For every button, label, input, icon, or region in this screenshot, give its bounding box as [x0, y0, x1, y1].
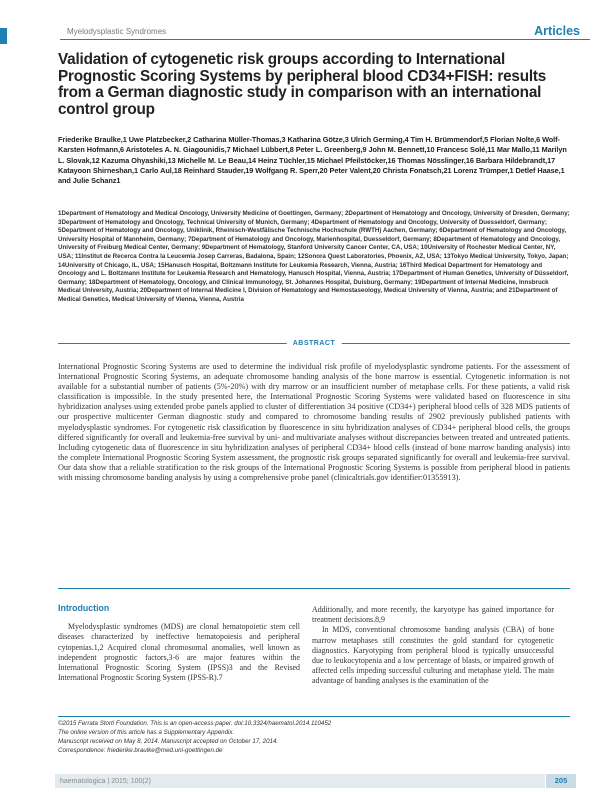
manuscript-dates: Manuscript received on May 8, 2014. Manuscript accepted on October 17, 2014.	[58, 738, 279, 745]
page-number: 205	[546, 774, 576, 788]
abstract-header	[58, 337, 570, 350]
abstract-rule-bottom	[58, 588, 570, 589]
copyright-note: ©2015 Ferrata Storti Foundation. This is an open-access paper. doi:10.3324/haematol.2014.110452	[58, 720, 332, 727]
supplementary-note: The online version of this article has a Supplementary Appendix.	[58, 729, 235, 736]
introduction-paragraph-1: Myelodysplastic syndromes (MDS) are clonal hematopoietic stem cell diseases characterized by ineffective hematopoiesis and peripheral cytopenias.1,2 Acquired clonal chromosomal anomalies, well known as independent prognostic factors,3-6 are major features within the International Prognostic Scoring System (IPSS)3 and the Revised International Prognostic Scoring System (IPSS-R).7	[58, 622, 300, 683]
header-rule	[60, 39, 590, 40]
abstract-label: ABSTRACT	[287, 337, 342, 350]
author-list: Friederike Braulke,1 Uwe Platzbecker,2 Catharina Müller-Thomas,3 Katharina Götze,3 Ulrich Germing,4 Tim H. Brümmendorf,5 Florian Nolte,6 Wolf-Karsten Hofmann,6 Aristoteles A. N. Giagounidis,7 Michael Lübbert,8 Peter L. Greenberg,9 John M. Bennett,10 Francesc Solé,11 Mar Mallo,11 Marilyn L. Slovak,12 Kazuma Ohyashiki,13 Michelle M. Le Beau,14 Heinz Tüchler,15 Michael Pfeilstöcker,16 Thomas Nösslinger,16 Barbara Hildebrandt,17 Katayoon Shirneshan,1 Carlo Aul,18 Reinhard Stauder,19 Wolfgang R. Sperr,20 Peter Valent,20 Christa Fonatsch,21 Lorenz Trümper,1 Detlef Haase,1 and Julie Schanz1	[58, 135, 567, 186]
journal-section: Myelodysplastic Syndromes	[67, 27, 167, 36]
correspondence: Correspondence: friederike.braulke@med.uni-goettingen.de	[58, 747, 223, 754]
introduction-heading: Introduction	[58, 603, 110, 613]
article-title: Validation of cytogenetic risk groups according to International Prognostic Scoring Systems by peripheral blood CD34+FISH: results from a German diagnostic study in comparison with an international control group	[58, 51, 547, 118]
affiliations: 1Department of Hematology and Medical Oncology, University Medicine of Goettingen, Germany; 2Department of Hematology and Oncology, University of Dresden, Germany; 3Department of Hematology and Oncology, Technical University of Munich, Germany; 4Department of Hematology and Oncology, University of Duesseldorf, Germany; 5Department of Hematology and Oncology, Uniklinik, Rheinisch-Westfälische Technische Hochschule (RWTH) Aachen, Germany; 6Department of Hematology and Oncology, University Hospital of Mannheim, Germany; 7Department of Hematology and Oncology, Marienhospital, Duesseldorf, Germany; 8Department of Hematology and Oncology, University of Freiburg Medical Center, Germany; 9Department of Hematology, Stanford University Cancer Center, CA, USA; 10University of Rochester Medical Center, NY, USA; 11Institut de Recerca Contra la Leucemia Josep Carreras, Badalona, Spain; 12Sonora Quest Laboratories, Phoenix, AZ, USA; 13Tokyo Medical University, Tokyo, Japan; 14University of Chicago, IL, USA; 15Hanusch Hospital, Boltzmann Institute for Leukemia Research, Vienna, Austria; 16Third Medical Department for Hematology and Oncology and L. Boltzmann Institute for Leukemia Research and Hematology, Hanusch Hospital, Vienna, Austria; 17Department of Human Genetics, University of Düsseldorf, Germany; 18Department of Hematology, Oncology, and Clinical Immunology, St. Johannes Hospital, Duisburg, Germany; 19Department of Internal Medicine, Innsbruck Medical University, Austria; 20Department of Internal Medicine I, Division of Hematology and Hemostaseology, Medical University of Vienna, Austria; and 21Department of Medical Genetics, Medical University of Vienna, Vienna, Austria	[58, 210, 570, 303]
introduction-paragraph-2: In MDS, conventional chromosome banding analysis (CBA) of bone marrow metaphases still constitutes the gold standard for cytogenetic diagnostics. Karyotyping from peripheral blood is typically unsuccessful due to leukocytopenia and a low percentage of blasts, or impaired growth of affected cells impeding successful culturing and metaphase yield. The main advantage of banding analyses is the examination of the	[312, 625, 554, 686]
header-accent-mark	[0, 28, 7, 44]
footnotes	[58, 719, 570, 755]
introduction-paragraph-1-cont: Additionally, and more recently, the karyotype has gained importance for treatment decisions.8,9	[312, 605, 554, 625]
abstract-text: International Prognostic Scoring Systems are used to determine the individual risk profile of myelodysplastic syndrome patients. For the assessment of International Prognostic Scoring Systems, an adequate chromosome banding analysis of the bone marrow is essential. Cytogenetic information is not available for a substantial number of patients (5%-20%) with dry marrow or an insufficient number of metaphase cells. For these patients, a valid risk classification is impossible. In the study presented here, the International Prognostic Scoring Systems were validated based on fluorescence in situ hybridization analyses using extended probe panels applied to cluster of differentiation 34 positive (CD34+) peripheral blood cells of 328 MDS patients of our prospective multicenter German diagnostic study and compared to chromosome banding results of 2902 previously published patients with myelodysplastic syndromes. For cytogenetic risk classification by fluorescence in situ hybridization analyses of CD34+ peripheral blood cells, the groups differed significantly for overall and leukemia-free survival by uni- and multivariate analyses without discrepancies between treated and untreated patients. Including cytogenetic data of fluorescence in situ hybridization analyses of peripheral CD34+ blood cells (instead of bone marrow banding analysis) into the complete International Prognostic Scoring System assessment, the prognostic risk groups separated significantly for overall and leukemia-free survival. Our data show that a reliable stratification to the risk groups of the International Prognostic Scoring Systems is possible from peripheral blood in patients with missing chromosome banding analysis by using a comprehensive probe panel (clinicaltrials.gov identifier:01355913).	[58, 362, 570, 483]
section-label: Articles	[534, 24, 580, 38]
column-left	[58, 603, 300, 683]
page-footer	[0, 770, 600, 792]
column-right	[312, 605, 554, 687]
footer-journal: haematologica | 2015; 100(2)	[60, 778, 151, 785]
footnote-rule	[58, 716, 570, 717]
page-header	[0, 0, 600, 45]
